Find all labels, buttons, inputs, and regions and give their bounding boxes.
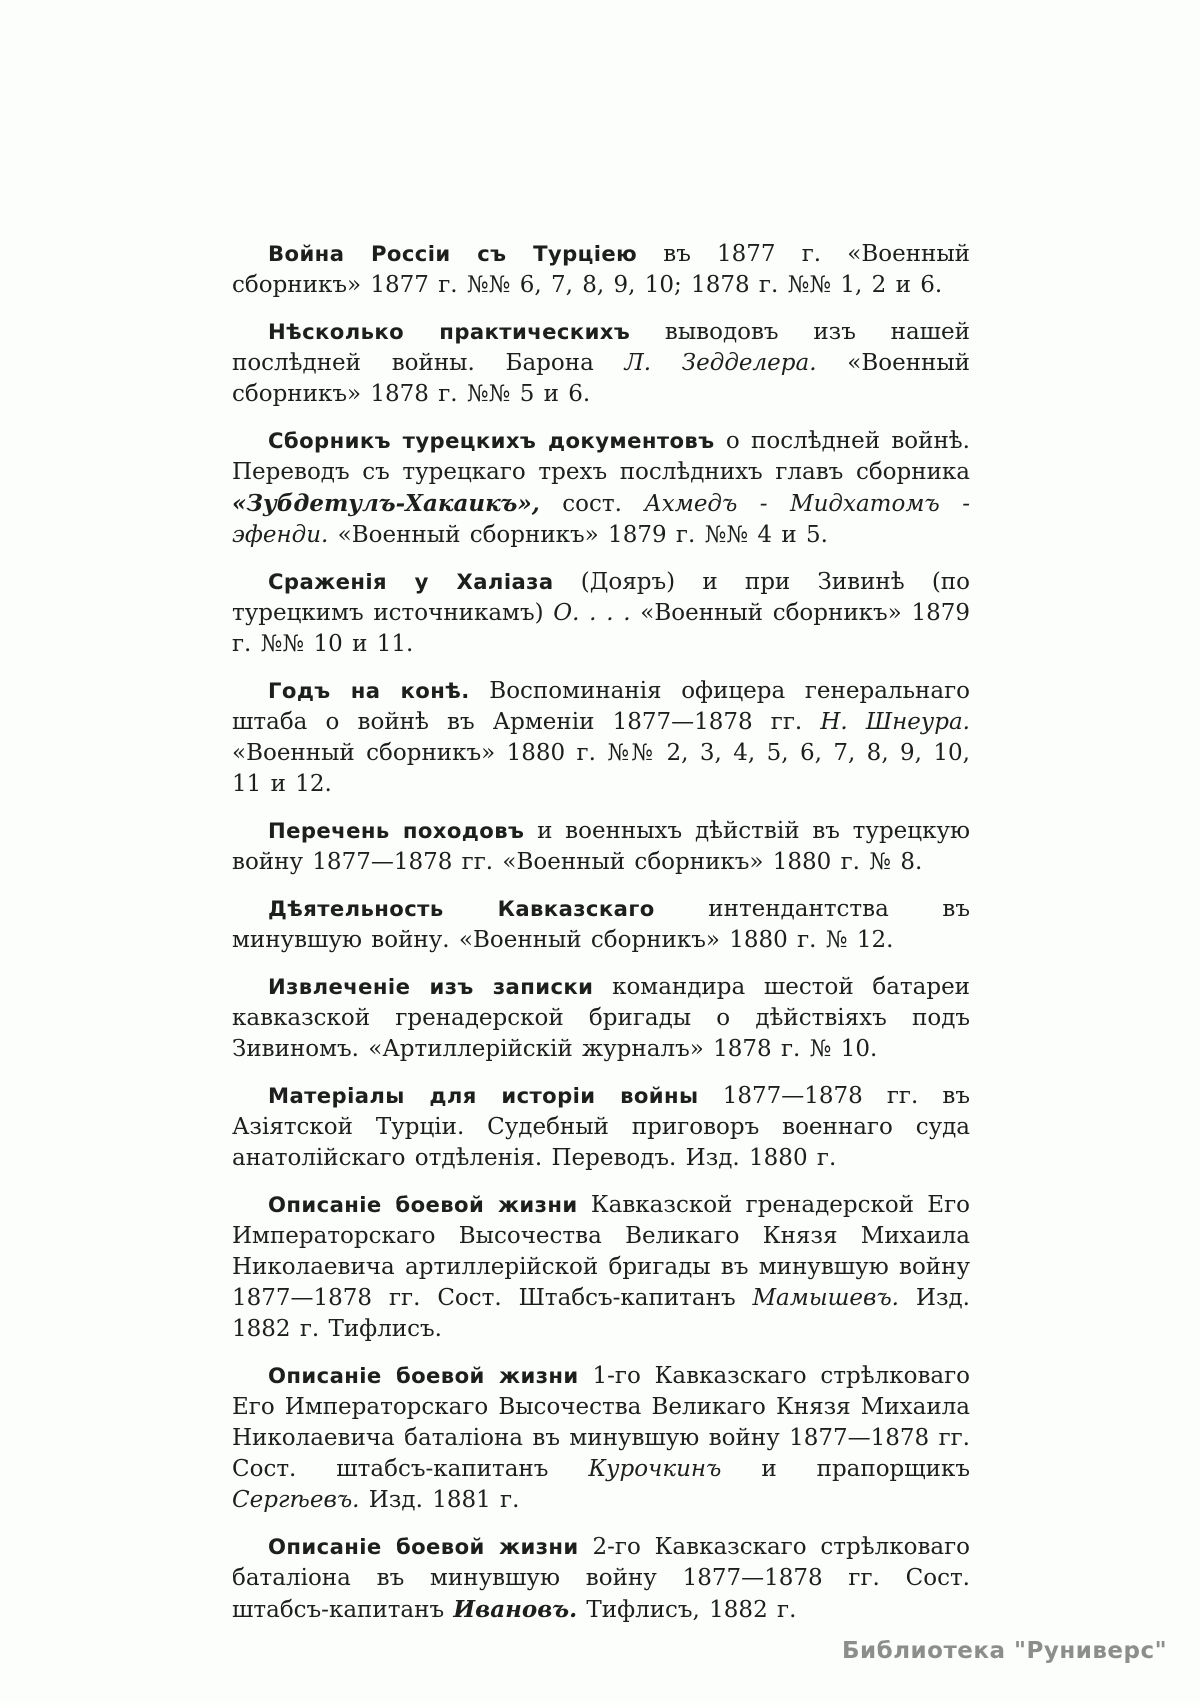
entry-text: 2-го Кавказскаго стрѣлковаго баталіона въ минувшую войну 1877—1878 гг. Сост. штабсъ-капитанъ [232, 1534, 970, 1623]
bibliography-entry [232, 675, 970, 800]
entry-lead-text: Дѣятельность Кавказскаго [268, 896, 655, 921]
entry-text: Воспоминанія офицера генеральнаго штаба о войнѣ въ Арменіи 1877—1878 гг. [232, 678, 970, 735]
entry-lead-text: Извлеченіе изъ записки [268, 974, 594, 999]
entry-author-text: Ивановъ. [453, 1596, 578, 1623]
entry-lead-text: Описаніе боевой жизни [268, 1363, 579, 1388]
entry-text: «Военный сборникъ» 1878 г. №№ 5 и 6. [232, 350, 970, 407]
entry-text: интендантства въ минувшую войну. «Военный сборникъ» 1880 г. № 12. [232, 896, 970, 953]
entry-author-text: Л. Зедделера. [624, 350, 817, 376]
bibliography-entry [232, 566, 970, 660]
entry-author-text: О. . . . [553, 600, 631, 626]
bibliography-entry [232, 1531, 970, 1626]
entry-text: сост. [539, 491, 645, 517]
entry-text: 1-го Кавказскаго стрѣлковаго Его Императорскаго Высочества Великаго Князя Михаила Николаевича баталіона въ минувшую войну 1877—1878 гг. Сост. штабсъ-капитанъ [232, 1363, 970, 1482]
entry-text: 1877—1878 гг. въ Азіятской Турціи. Судебный приговоръ военнаго суда анатолійскаго отдѣленія. Переводъ. Изд. 1880 г. [232, 1083, 970, 1171]
entry-author-text: Мамышевъ. [752, 1285, 899, 1311]
entry-lead-text: Перечень походовъ [268, 818, 525, 843]
entry-text: Тифлисъ, 1882 г. [577, 1597, 797, 1623]
entry-author-text: Сергѣевъ. [232, 1487, 360, 1513]
entry-lead-text: Описаніе боевой жизни [268, 1192, 578, 1217]
entry-lead-text: Матеріалы для исторіи войны [268, 1083, 699, 1108]
entry-lead-text: Годъ на конѣ. [268, 678, 470, 703]
entry-lead-text: Нѣсколько практическихъ [268, 319, 631, 344]
entry-text: командира шестой батареи кавказской гренадерской бригады о дѣйствіяхъ подъ Зивиномъ. «Артиллерійскій журналъ» 1878 г. № 10. [232, 974, 971, 1062]
entry-lead-text: Описаніе боевой жизни [268, 1534, 579, 1559]
entry-lead-text: Сборникъ турецкихъ документовъ [268, 428, 715, 453]
bibliography-entry [232, 971, 970, 1065]
entry-author-text: Ахмедъ - Мидхатомъ - эфенди. [232, 491, 970, 548]
entry-author-text: «Зубдетулъ-Хакаикъ», [232, 490, 540, 517]
entry-text: «Военный сборникъ» 1880 г. №№ 2, 3, 4, 5, 6, 7, 8, 9, 10, 11 и 12. [232, 740, 970, 797]
entry-text: о послѣдней войнѣ. Переводъ съ турецкаго трехъ послѣднихъ главъ сборника [232, 428, 970, 485]
entry-text: Изд. 1882 г. Тифлисъ. [232, 1285, 970, 1342]
entry-text: «Военный сборникъ» 1879 г. №№ 10 и 11. [232, 600, 970, 657]
entry-author-text: Курочкинъ [588, 1456, 722, 1482]
bibliography-entry [232, 1080, 970, 1174]
entry-text: выводовъ изъ нашей послѣдней войны. Барона [232, 319, 970, 376]
entry-text: Изд. 1881 г. [359, 1487, 520, 1513]
bibliography-entry [232, 815, 970, 878]
bibliography-entry [232, 1360, 970, 1516]
bibliography-entry [232, 316, 970, 410]
entry-author-text: Н. Шнеура. [820, 709, 970, 735]
entry-lead-text: Война Россіи съ Турціею [268, 241, 638, 266]
bibliography-entry [232, 893, 970, 956]
bibliography-entry [232, 1189, 970, 1345]
bibliography-list [232, 238, 970, 1626]
entry-text: и военныхъ дѣйствій въ турецкую войну 1877—1878 гг. «Военный сборникъ» 1880 г. № 8. [232, 818, 970, 875]
entry-text: «Военный сборникъ» 1879 г. №№ 4 и 5. [328, 522, 828, 548]
entry-text: въ 1877 г. «Военный сборникъ» 1877 г. №№ 6, 7, 8, 9, 10; 1878 г. №№ 1, 2 и 6. [232, 241, 970, 298]
bibliography-entry [232, 238, 970, 301]
entry-text: Кавказской гренадерской Его Императорскаго Высочества Великаго Князя Михаила Николаевича артиллерійской бригады въ минувшую войну 1877—1878 гг. Сост. Штабсъ-капитанъ [232, 1192, 970, 1311]
library-watermark: Библиотека "Руниверс" [842, 1638, 1168, 1664]
entry-text: и прапорщикъ [721, 1456, 970, 1482]
bibliography-entry [232, 425, 970, 551]
entry-text: (Дояръ) и при Зивинѣ (по турецкимъ источникамъ) [232, 569, 970, 626]
entry-lead-text: Сраженія у Халіаза [268, 569, 554, 594]
